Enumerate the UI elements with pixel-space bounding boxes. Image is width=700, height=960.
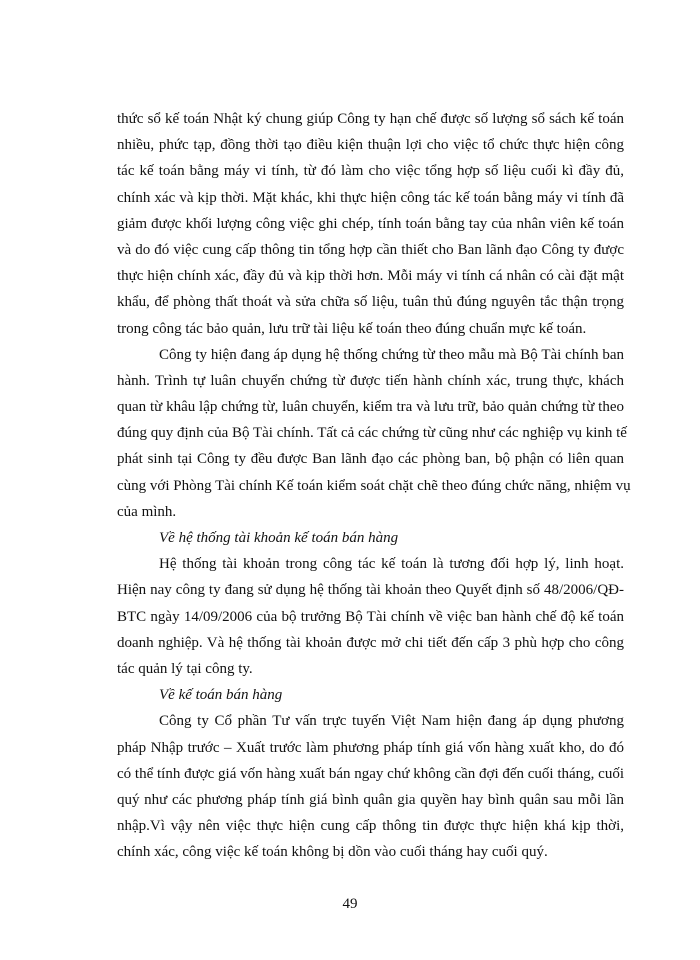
text-line: Hiện nay công ty đang sử dụng hệ thống tài khoản theo Quyết định số 48/2006/QĐ- [117, 582, 624, 599]
text-line: cùng với Phòng Tài chính Kế toán kiểm soát chặt chẽ theo đúng chức năng, nhiệm vụ [117, 477, 631, 494]
text-line: đúng quy định của Bộ Tài chính. Tất cả các chứng từ cũng như các nghiệp vụ kinh tế [117, 425, 627, 442]
text-line: trong công tác bảo quản, lưu trữ tài liệu kế toán theo đúng chuẩn mực kế toán. [117, 320, 587, 337]
text-line: nhập.Vì vậy nên việc thực hiện cung cấp thông tin được thực hiện khá kịp thời, [117, 818, 624, 835]
text-line: BTC ngày 14/09/2006 của bộ trưởng Bộ Tài chính về việc ban hành chế độ kế toán [117, 608, 624, 625]
text-line: Công ty hiện đang áp dụng hệ thống chứng từ theo mẫu mà Bộ Tài chính ban [159, 346, 624, 363]
text-line: pháp Nhập trước – Xuất trước làm phương pháp tính giá vốn hàng xuất kho, do đó [117, 739, 624, 756]
section-heading: Về hệ thống tài khoản kế toán bán hàng [159, 530, 399, 546]
paragraph [117, 708, 624, 865]
text-line: quý như các phương pháp tính giá bình quân gia quyền hay bình quân sau mỗi lần [117, 791, 624, 808]
text-line: phát sinh tại Công ty đều được Ban lãnh đạo các phòng ban, bộ phận có liên quan [117, 451, 624, 468]
text-line: chính xác, công việc kế toán không bị dồn vào cuối tháng hay cuối quý. [117, 844, 548, 861]
text-line: của mình. [117, 503, 177, 520]
text-line: nhiều, phức tạp, đồng thời tạo điều kiện thuận lợi cho việc tổ chức thực hiện công [117, 137, 624, 154]
paragraph [117, 106, 624, 342]
paragraph [117, 342, 631, 525]
section-heading: Về kế toán bán hàng [159, 687, 283, 704]
text-line: giảm được khối lượng công việc ghi chép, tính toán bằng tay của nhân viên kế toán [117, 215, 624, 232]
text-line: thực hiện chính xác, đầy đủ và kịp thời hơn. Mỗi máy vi tính cá nhân có cài đặt mật [117, 268, 624, 285]
text-line: Công ty Cổ phần Tư vấn trực tuyến Việt Nam hiện đang áp dụng phương [159, 713, 624, 730]
text-line: tác kế toán bằng máy vi tính, từ đó làm cho việc tổng hợp số liệu cuối kì đầy đủ, [117, 163, 624, 180]
text-line: hành. Trình tự luân chuyển chứng từ được tiến hành chính xác, trung thực, khách [117, 372, 624, 389]
paragraph [117, 551, 624, 682]
body-text [117, 106, 631, 865]
text-line: doanh nghiệp. Và hệ thống tài khoản được mở chi tiết đến cấp 3 phù hợp cho công [117, 634, 624, 651]
text-line: quan từ khâu lập chứng từ, luân chuyển, kiểm tra và lưu trữ, bảo quản chứng từ theo [117, 399, 624, 416]
text-line: tác quản lý tại công ty. [117, 660, 253, 677]
text-line: Hệ thống tài khoản trong công tác kế toán là tương đối hợp lý, linh hoạt. [159, 556, 624, 573]
text-line: khẩu, để phòng thất thoát và sửa chữa số liệu, tuân thủ đúng nguyên tắc thận trọng [117, 294, 624, 311]
text-line: có thể tính được giá vốn hàng xuất bán ngay chứ không cần đợi đến cuối tháng, cuối [117, 765, 624, 782]
text-line: và do đó việc cung cấp thông tin tổng hợp cần thiết cho Ban lãnh đạo Công ty được [117, 241, 624, 258]
page-number: 49 [342, 896, 358, 912]
text-line: thức sổ kế toán Nhật ký chung giúp Công ty hạn chế được số lượng sổ sách kế toán [117, 111, 624, 127]
text-line: chính xác và kịp thời. Mặt khác, khi thực hiện công tác kế toán bằng máy vi tính đã [117, 189, 624, 206]
